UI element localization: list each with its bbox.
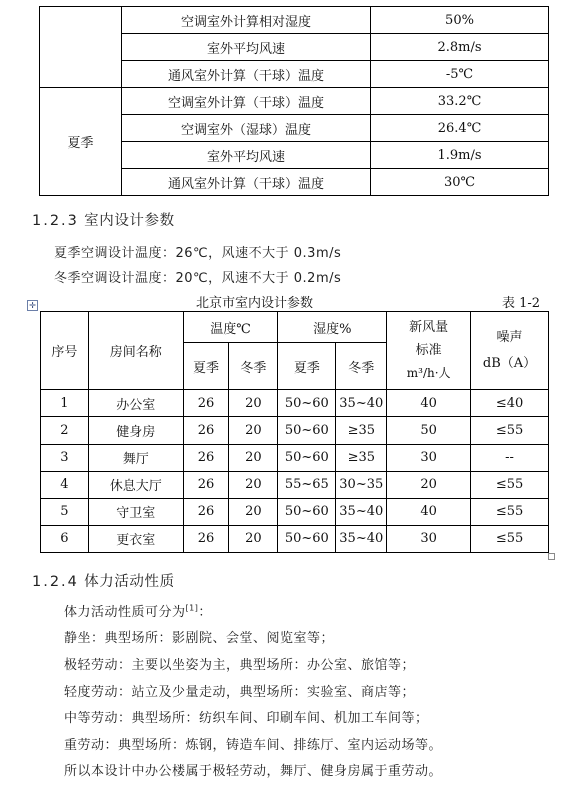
param-cell: 空调室外计算相对湿度 <box>122 7 371 34</box>
season-cell-summer: 夏季 <box>40 88 122 196</box>
table-caption <box>0 292 575 310</box>
header-temp-winter: 冬季 <box>229 343 278 390</box>
humidity-summer-cell: 50~60 <box>278 390 336 417</box>
table-row <box>41 498 549 525</box>
table-caption-title: 北京市室内设计参数 <box>196 296 314 311</box>
fresh-air-cell: 30 <box>387 525 471 552</box>
paragraph-line: 重劳动：典型场所：炼钢，铸造车间、排练厅、室内运动场等。 <box>64 738 443 753</box>
temp-summer-cell: 26 <box>183 471 229 498</box>
paragraph-summer-design: 夏季空调设计温度：26℃，风速不大于 0.3m/s <box>54 246 342 261</box>
header-temp-summer: 夏季 <box>183 343 229 390</box>
temp-summer-cell: 26 <box>183 417 229 444</box>
value-cell: 1.9m/s <box>371 142 549 169</box>
temp-summer-cell: 26 <box>183 525 229 552</box>
room-cell: 更衣室 <box>88 525 183 552</box>
humidity-summer-cell: 50~60 <box>278 444 336 471</box>
header-humidity: 湿度% <box>278 312 387 343</box>
temp-summer-cell: 26 <box>183 390 229 417</box>
table-row <box>41 390 549 417</box>
paragraph-line: 极轻劳动：主要以坐姿为主，典型场所：办公室、旅馆等； <box>64 658 416 673</box>
param-cell: 通风室外计算（干球）温度 <box>122 61 371 88</box>
value-cell: 2.8m/s <box>371 34 549 61</box>
intro-end: ： <box>198 605 212 620</box>
fresh-air-cell: 30 <box>387 444 471 471</box>
index-cell: 3 <box>41 444 89 471</box>
outdoor-climate-table <box>39 6 549 196</box>
table-row <box>41 417 549 444</box>
move-icon[interactable]: ✛ <box>27 300 38 311</box>
paragraph-line: 所以本设计中办公楼属于极轻劳动，舞厅、健身房属于重劳动。 <box>64 764 443 779</box>
fresh-air-cell: 40 <box>387 390 471 417</box>
noise-cell: ≤55 <box>471 498 549 525</box>
humidity-summer-cell: 50~60 <box>278 525 336 552</box>
temp-winter-cell: 20 <box>229 417 278 444</box>
header-temperature: 温度℃ <box>183 312 278 343</box>
section-heading-1-2-3 <box>32 209 175 230</box>
header-room: 房间名称 <box>88 312 183 390</box>
paragraph-line: 轻度劳动：站立及少量走动，典型场所：实验室、商店等； <box>64 685 416 700</box>
humidity-winter-cell: 35~40 <box>336 498 387 525</box>
header-fresh-air-line1: 新风量 <box>409 320 449 336</box>
noise-cell: -- <box>471 444 549 471</box>
fresh-air-cell: 20 <box>387 471 471 498</box>
temp-winter-cell: 20 <box>229 498 278 525</box>
paragraph-line: 静坐：典型场所：影剧院、会堂、阅览室等； <box>64 631 335 646</box>
humidity-winter-cell: ≥35 <box>336 444 387 471</box>
intro-text: 体力活动性质可分为 <box>64 605 186 620</box>
humidity-winter-cell: 30~35 <box>336 471 387 498</box>
room-cell: 办公室 <box>88 390 183 417</box>
value-cell: 26.4℃ <box>371 115 549 142</box>
table-row <box>41 525 549 552</box>
header-noise <box>471 312 549 390</box>
humidity-summer-cell: 55~65 <box>278 471 336 498</box>
temp-summer-cell: 26 <box>183 444 229 471</box>
room-cell: 守卫室 <box>88 498 183 525</box>
header-index: 序号 <box>41 312 89 390</box>
resize-handle-icon[interactable] <box>548 553 555 560</box>
paragraph-intro <box>64 601 212 620</box>
index-cell: 4 <box>41 471 89 498</box>
season-cell <box>40 7 122 88</box>
header-fresh-air <box>387 312 471 390</box>
header-noise-line1: 噪声 <box>496 329 523 345</box>
param-cell: 室外平均风速 <box>122 142 371 169</box>
index-cell: 2 <box>41 417 89 444</box>
fresh-air-cell: 40 <box>387 498 471 525</box>
header-fresh-air-unit: m³/h·人 <box>406 366 451 381</box>
param-cell: 通风室外计算（干球）温度 <box>122 169 371 196</box>
room-cell: 舞厅 <box>88 444 183 471</box>
section-title: 室内设计参数 <box>84 213 175 229</box>
indoor-design-table <box>40 311 549 553</box>
temp-winter-cell: 20 <box>229 525 278 552</box>
humidity-winter-cell: ≥35 <box>336 417 387 444</box>
room-cell: 健身房 <box>88 417 183 444</box>
temp-winter-cell: 20 <box>229 471 278 498</box>
citation[interactable]: [1] <box>185 603 199 613</box>
header-row <box>41 312 549 343</box>
param-cell: 空调室外（湿球）温度 <box>122 115 371 142</box>
humidity-summer-cell: 50~60 <box>278 498 336 525</box>
temp-winter-cell: 20 <box>229 390 278 417</box>
table-row <box>40 88 549 115</box>
param-cell: 空调室外计算（干球）温度 <box>122 88 371 115</box>
index-cell: 5 <box>41 498 89 525</box>
section-title: 体力活动性质 <box>84 574 175 590</box>
param-cell: 室外平均风速 <box>122 34 371 61</box>
header-fresh-air-line2: 标准 <box>415 343 442 359</box>
fresh-air-cell: 50 <box>387 417 471 444</box>
table-row <box>40 7 549 34</box>
noise-cell: ≤55 <box>471 525 549 552</box>
header-humidity-summer: 夏季 <box>278 343 336 390</box>
index-cell: 6 <box>41 525 89 552</box>
table-row <box>41 471 549 498</box>
index-cell: 1 <box>41 390 89 417</box>
room-cell: 休息大厅 <box>88 471 183 498</box>
value-cell: 33.2℃ <box>371 88 549 115</box>
humidity-summer-cell: 50~60 <box>278 417 336 444</box>
section-number: 1.2.3 <box>32 213 79 229</box>
noise-cell: ≤40 <box>471 390 549 417</box>
noise-cell: ≤55 <box>471 417 549 444</box>
noise-cell: ≤55 <box>471 471 549 498</box>
table-number: 表 1-2 <box>502 296 541 311</box>
temp-winter-cell: 20 <box>229 444 278 471</box>
table-row <box>41 444 549 471</box>
humidity-winter-cell: 35~40 <box>336 525 387 552</box>
value-cell: 50% <box>371 7 549 34</box>
paragraph-winter-design: 冬季空调设计温度：20℃，风速不大于 0.2m/s <box>54 271 342 286</box>
section-heading-1-2-4 <box>32 570 175 591</box>
paragraph-line: 中等劳动：典型场所：纺织车间、印刷车间、机加工车间等； <box>64 711 429 726</box>
value-cell: -5℃ <box>371 61 549 88</box>
header-noise-line2: dB（A） <box>482 355 537 371</box>
header-humidity-winter: 冬季 <box>336 343 387 390</box>
humidity-winter-cell: 35~40 <box>336 390 387 417</box>
temp-summer-cell: 26 <box>183 498 229 525</box>
section-number: 1.2.4 <box>32 574 79 590</box>
value-cell: 30℃ <box>371 169 549 196</box>
